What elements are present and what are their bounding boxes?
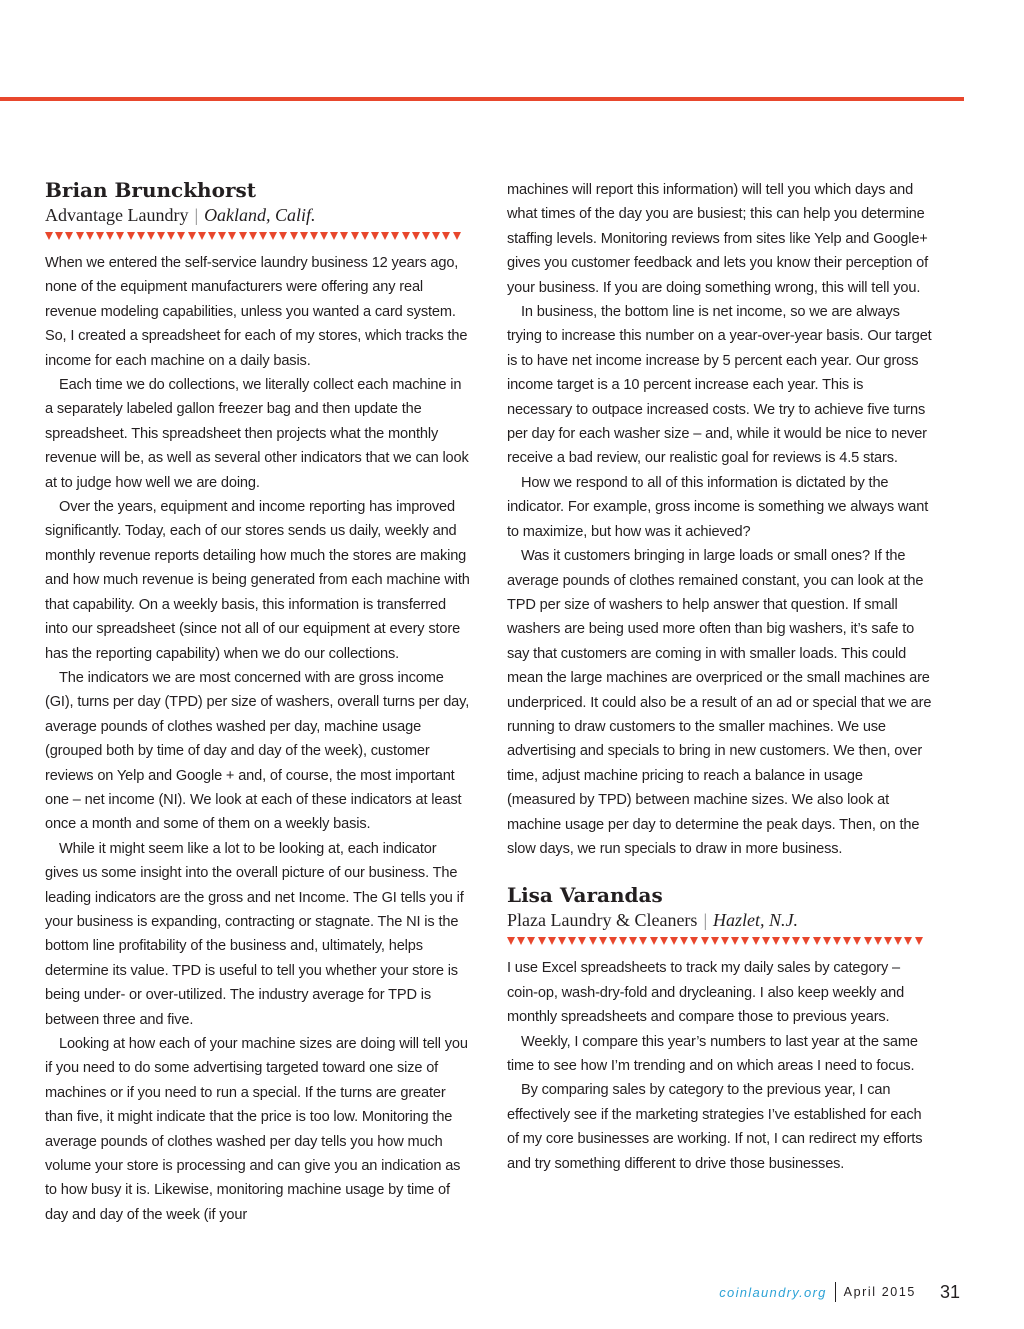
page-number: 31 [939,1281,960,1302]
triangle-ornament [690,937,698,945]
body-paragraph: In business, the bottom line is net income, so we are always trying to increase this number on a year-over-year basis. Our target is to have net income increase by 5 percent each year. Our gross income target is a 10 percent increase each year. This is necessary to outpace increased costs. We try to achieve five turns per day for each washer size – and, while it would be nice to never receive a bad review, our realistic goal for reviews is 4.5 stars. [507,304,932,467]
body-paragraph: Looking at how each of your machine sizes are doing will tell you if you need to do some advertising targeted toward one size of machines or if you need to run a special. If the turns are greater than five, it might indicate that the price is too low. Monitoring the average pounds of clothes washed per day tells you how much volume your store is processing and can give you an indication as to how busy it is. Likewise, monitoring machine usage by time of day and day of the week (if your [45,1036,468,1223]
triangle-ornament [904,937,912,945]
triangle-ornament [391,232,399,240]
triangle-ornament [639,937,647,945]
triangle-ornament [208,232,216,240]
triangle-ornament [371,232,379,240]
triangle-ornament [507,937,515,945]
triangle-ornament [578,937,586,945]
triangle-ornament [599,937,607,945]
triangle-ornament [894,937,902,945]
triangle-ornament [527,937,535,945]
triangle-ornament [249,232,257,240]
body-paragraph: I use Excel spreadsheets to track my daily sales by category – coin-op, wash-dry-fold and drycleaning. I also keep weekly and monthly spreadsheets and compare those to previous years. [507,960,905,1026]
triangle-ornament [422,232,430,240]
page-footer [719,1280,960,1304]
triangle-ornament [538,937,546,945]
triangle-ornament [55,232,63,240]
triangle-ornament [711,937,719,945]
triangle-ornament [310,232,318,240]
triangle-ornament [330,232,338,240]
triangle-ornament [670,937,678,945]
triangle-ornament [228,232,236,240]
triangle-ornament [813,937,821,945]
triangle-ornament [752,937,760,945]
triangle-ornament [731,937,739,945]
triangle-ornament [823,937,831,945]
right-column [507,178,932,1176]
triangle-ornament [218,232,226,240]
affiliation-separator: | [703,910,708,931]
triangle-ornament [442,232,450,240]
triangle-ornament [629,937,637,945]
profile-name: Brian Brunckhorst [45,178,256,202]
triangle-ornament [76,232,84,240]
body-paragraph: Over the years, equipment and income reporting has improved significantly. Today, each of our stores sends us daily, weekly and monthly revenue reports detailing how much the stores are making and how much revenue is being generated from each machine with that capability. On a weekly basis, this information is transferred into our spreadsheet (since not all of our equipment at every store has the reporting capability) when we do our collections. [45,499,470,662]
triangle-ornament [96,232,104,240]
triangle-ornament [453,232,461,240]
triangle-ornament [239,232,247,240]
triangle-ornament [381,232,389,240]
footer-site-link[interactable]: coinlaundry.org [719,1284,827,1300]
triangle-ornament [137,232,145,240]
body-paragraph: Each time we do collections, we literally collect each machine in a separately labeled gallon freezer bag and then update the spreadsheet. This spreadsheet then projects what the monthly revenue will be, as well as several other indicators that we can look at to judge how well we are doing. [45,377,469,491]
triangle-ornament [660,937,668,945]
triangle-ornament [762,937,770,945]
body-paragraph: Was it customers bringing in large loads or small ones? If the average pounds of clothes remained constant, you can look at the TPD per size of washers to help answer that question. If small washers are being used more often than big washers, it’s safe to say that customers are coming in with smaller loads. This could mean the large machines are overpriced or the small machines are underpriced. It could also be a result of an ad or special that we are running to draw customers to the smaller machines. We use advertising and specials to bring in new customers. We then, over time, adjust machine pricing to reach a balance in usage (measured by TPD) between machine sizes. We also look at machine usage per day to determine the peak days. Then, on the slow days, we run specials to draw in more business. [507,548,932,857]
triangle-ornament [619,937,627,945]
triangle-ornament [833,937,841,945]
body-paragraph: By comparing sales by category to the previous year, I can effectively see if the marketing strategies I’ve established for each of my core businesses are working. If not, I can redirect my efforts and try something different to drive those businesses. [507,1082,923,1172]
triangle-ornament [792,937,800,945]
triangle-ornament [351,232,359,240]
triangle-ornament [701,937,709,945]
body-paragraph: Weekly, I compare this year’s numbers to last year at the same time to see how I’m trending and on which areas I need to focus. [507,1033,918,1074]
triangle-divider [45,232,470,241]
triangle-ornament [772,937,780,945]
triangle-ornament [843,937,851,945]
triangle-ornament [874,937,882,945]
triangle-ornament [86,232,94,240]
triangle-ornament [517,937,525,945]
triangle-ornament [402,232,410,240]
triangle-ornament [106,232,114,240]
profile-location: Hazlet, N.J. [713,910,799,931]
triangle-ornament [177,232,185,240]
triangle-ornament [45,232,53,240]
triangle-ornament [127,232,135,240]
triangle-ornament [782,937,790,945]
triangle-ornament [802,937,810,945]
triangle-ornament [188,232,196,240]
profile-location: Oakland, Calif. [204,205,316,225]
triangle-ornament [741,937,749,945]
triangle-ornament [721,937,729,945]
section-gap [507,861,932,883]
triangle-ornament [167,232,175,240]
body-paragraph: machines will report this information) will tell you which days and what times of the day you are busiest; this can help you determine staffing levels. Monitoring reviews from sites like Yelp and Google+ gives you customer feedback and lets you know their perception of your business. If you are doing something wrong, this will tell you. [507,182,929,296]
triangle-divider [507,937,932,946]
triangle-ornament [589,937,597,945]
triangle-ornament [157,232,165,240]
triangle-ornament [320,232,328,240]
profile-affiliation [45,203,470,227]
triangle-ornament [432,232,440,240]
affiliation-separator: | [194,205,199,225]
triangle-ornament [412,232,420,240]
triangle-ornament [290,232,298,240]
triangle-ornament [198,232,206,240]
triangle-ornament [340,232,348,240]
triangle-ornament [259,232,267,240]
top-accent-rule [0,97,964,101]
body-paragraph: When we entered the self-service laundry business 12 years ago, none of the equipment manufacturers were offering any real revenue modeling capabilities, unless you wanted a card system. So, I created a spreadsheet for each of my stores, which tracks the income for each machine on a daily basis. [45,255,468,369]
footer-divider [835,1282,836,1302]
triangle-ornament [279,232,287,240]
profile-company: Plaza Laundry & Cleaners [507,910,698,931]
profile-name: Lisa Varandas [507,883,663,908]
footer-date: April 2015 [843,1285,916,1299]
triangle-ornament [864,937,872,945]
triangle-ornament [548,937,556,945]
triangle-ornament [650,937,658,945]
triangle-ornament [853,937,861,945]
triangle-ornament [116,232,124,240]
triangle-ornament [680,937,688,945]
triangle-ornament [65,232,73,240]
triangle-ornament [147,232,155,240]
triangle-ornament [884,937,892,945]
body-paragraph: How we respond to all of this information is dictated by the indicator. For example, gross income is something we always want to maximize, but how was it achieved? [507,474,929,540]
body-paragraph: The indicators we are most concerned with are gross income (GI), turns per day (TPD) per size of washers, overall turns per day, average pounds of clothes washed per day, machine usage (grouped both by time of day and day of the week), customer reviews on Yelp and Google + and, of course, the most important one – net income (NI). We look at each of these indicators at least once a month and some of them on a weekly basis. [45,669,470,833]
triangle-ornament [361,232,369,240]
triangle-ornament [568,937,576,945]
left-column [45,178,470,1227]
triangle-ornament [915,937,923,945]
triangle-ornament [300,232,308,240]
body-paragraph: While it might seem like a lot to be looking at, each indicator gives us some insight into the overall picture of our business. The leading indicators are the gross and net Income. The GI tells you if your business is expanding, contracting or stagnate. The NI is the bottom line profitability of the business and, ultimately, helps determine its value. TPD is useful to tell you whether your store is being under- or over-utilized. The industry average for TPD is between three and five. [45,840,464,1028]
triangle-ornament [558,937,566,945]
triangle-ornament [609,937,617,945]
triangle-ornament [269,232,277,240]
profile-company: Advantage Laundry [45,205,189,225]
profile-affiliation [507,908,932,932]
